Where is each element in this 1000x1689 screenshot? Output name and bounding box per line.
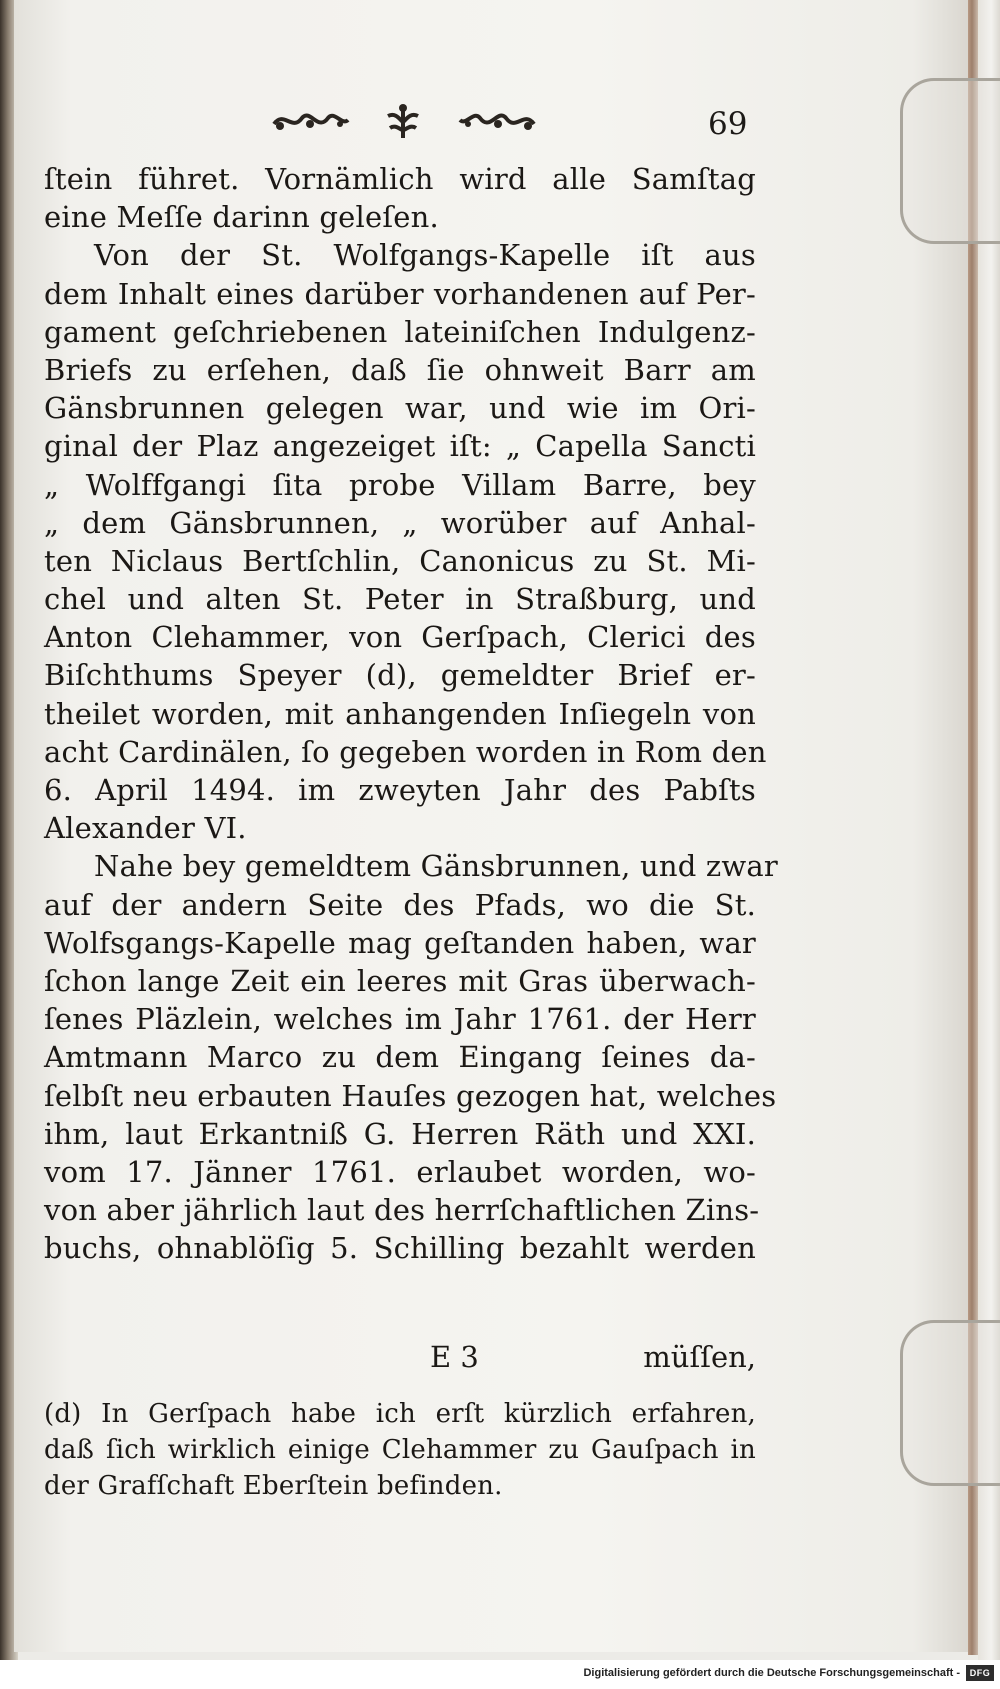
text-line: ten Niclaus Bertſchlin, Canonicus zu St. Mi- xyxy=(44,543,756,578)
text-line: acht Cardinälen, ſo gegeben worden in Rom den xyxy=(44,734,767,769)
text-line: chel und alten St. Peter in Straßburg, und xyxy=(44,582,756,617)
footnote-line: (d) In Gerſpach habe ich erſt kürzlich erfahren, xyxy=(44,1399,756,1429)
text-line: 6. April 1494. im zweyten Jahr des Pabſts xyxy=(44,773,756,807)
text-line: buchs, ohnablöſig 5. Schilling bezahlt werden xyxy=(44,1231,756,1266)
text-line: Wolfsgangs-Kapelle mag geſtanden haben, war xyxy=(44,925,756,960)
text-line: vom 17. Jänner 1761. erlaubet worden, wo- xyxy=(44,1154,756,1189)
text-line: Von der St. Wolfgangs-Kapelle iſt aus xyxy=(94,238,756,273)
text-line: Biſchthums Speyer (d), gemeldter Brief er- xyxy=(44,658,756,693)
text-line: ihm, laut Erkantniß G. Herren Räth und XXI. xyxy=(44,1116,756,1151)
page-clip-top xyxy=(900,78,1000,244)
text-line: ginal der Plaz angezeiget iſt: „ Capella Sancti xyxy=(44,429,756,464)
text-line: eine Meſſe darinn geleſen. xyxy=(44,200,439,235)
page-clip-bottom xyxy=(900,1320,1000,1486)
text-line: von aber jährlich laut des herrſchaftlichen Zins- xyxy=(44,1193,760,1228)
ornament-right-icon xyxy=(458,102,538,142)
footnote-line: daß ſich wirklich einige Clehammer zu Gauſpach in xyxy=(44,1435,756,1465)
dfg-logo-icon: DFG xyxy=(966,1665,994,1681)
text-line: auf der andern Seite des Pfads, wo die St. xyxy=(44,887,756,922)
text-line: Briefs zu erſehen, daß ſie ohnweit Barr am xyxy=(44,352,756,387)
page-footer-line xyxy=(44,1340,756,1380)
text-line: ſenes Pläzlein, welches im Jahr 1761. der Herr xyxy=(44,1002,756,1037)
page-number: 69 xyxy=(708,106,748,142)
text-line: dem Inhalt eines darüber vorhandenen auf Per- xyxy=(44,276,756,311)
text-line: gament geſchriebenen lateiniſchen Indulgenz- xyxy=(44,314,756,349)
text-line: Amtmann Marco zu dem Eingang ſeines da- xyxy=(44,1040,756,1075)
text-line: „ Wolffgangi ſita probe Villam Barre, bey xyxy=(44,467,756,502)
catchword: müſſen, xyxy=(643,1340,756,1374)
digitization-bar xyxy=(0,1660,1000,1689)
text-line: ſtein führet. Vornämlich wird alle Samſtag xyxy=(44,162,756,196)
digitization-note: Digitalisierung gefördert durch die Deutsche Forschungsgemeinschaft - xyxy=(583,1667,960,1679)
footnote-line: der Grafſchaft Eberſtein befinden. xyxy=(44,1471,503,1501)
text-line: Gänsbrunnen gelegen war, und wie im Ori- xyxy=(44,391,756,426)
text-line: ſelbſt neu erbauten Hauſes gezogen hat, welches xyxy=(44,1078,777,1113)
text-line: „ dem Gänsbrunnen, „ worüber auf Anhal- xyxy=(44,505,756,540)
main-text xyxy=(44,160,778,1267)
text-line: ſchon lange Zeit ein leeres mit Gras überwach- xyxy=(44,963,756,998)
text-line: theilet worden, mit anhangenden Inſiegeln von xyxy=(44,696,756,731)
text-line: Nahe bey gemeldtem Gänsbrunnen, und zwar xyxy=(94,849,778,884)
signature-mark: E 3 xyxy=(430,1340,479,1374)
ornament-left-icon xyxy=(270,102,350,142)
footnote xyxy=(44,1396,756,1504)
text-line: Anton Clehammer, von Gerſpach, Clerici des xyxy=(44,620,756,655)
text-line: Alexander VI. xyxy=(44,811,247,846)
ornament-center-icon xyxy=(378,102,428,142)
